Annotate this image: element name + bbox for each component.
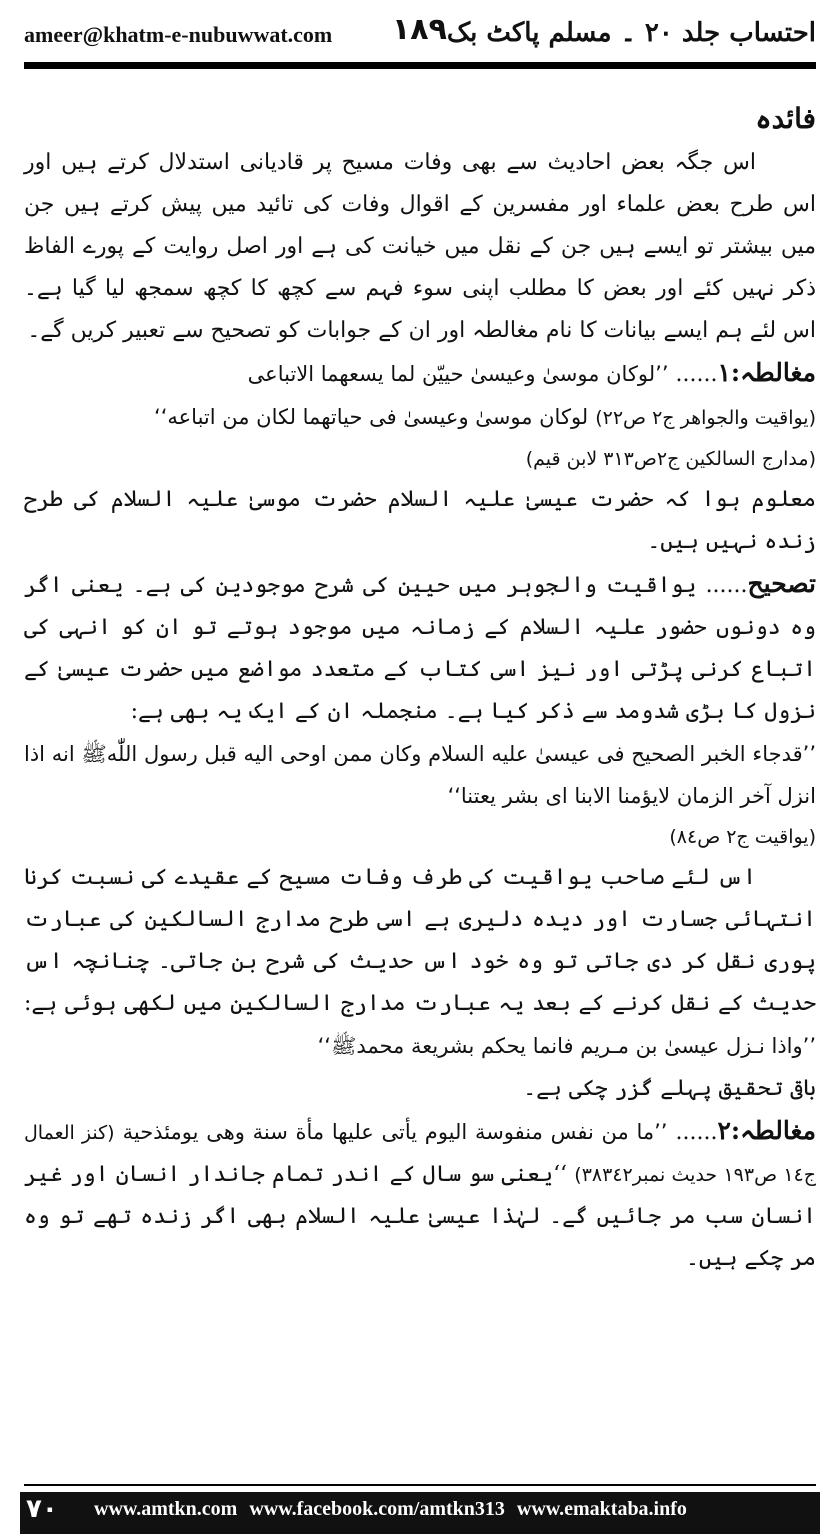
mughalata-1-claim: معلوم ہوا کہ حضرت عیسیٰ علیہ السلام حضرت موسیٰ علیہ السلام کی طرح زندہ نہیں ہیں۔ [24,487,816,554]
footer-links [94,1498,812,1521]
mughalata-1-ref2: (مدارج السالکین ج۲ص۳۱۳ لابن قیم) [525,448,816,470]
footer-rule [24,1484,816,1486]
quote-khabar: ’’قدجاء الخبر الصحیح فی عیسیٰ علیه السلام وکان ممن اوحی الیه قبل رسول اللّٰهﷺ انه اذا انزل آخر الزمان لایؤمنا الابنا ای بشر یعتنا‘‘ [24,742,816,808]
mughalata-1 [24,352,816,396]
tasheeh-1-dots: ...... [705,573,748,598]
mughalata-2-text: ‘‘یعنی سو سال کے اندر تمام جاندار انسان اور غیر انسان سب مر جائیں گے۔ لہٰذا عیسیٰ علیہ السلام بھی اگر زندہ تھے تو وہ مر چکے ہیں۔ [24,1162,816,1271]
mughalata-1-quote: ’’لوکان موسیٰ وعیسیٰ حییّن لما یسعهما الاتباعی [247,362,669,386]
mughalata-1-label: مغالطہ:۱ [717,358,816,387]
mughalata-2 [24,1110,816,1280]
paragraph-yawaqit-end: باقی تحقیق پہلے گزر چکی ہے۔ [523,1076,816,1101]
paragraph-yawaqit-quote: ’’واذا نـزل عیسیٰ بن مـریم فانما یحکم بشریعة محمدﷺ‘‘ [317,1034,816,1058]
page-footer [20,1492,820,1534]
footer-link-amtkn[interactable]: www.amtkn.com [94,1498,238,1520]
tasheeh-1 [24,563,816,733]
paragraph-intro: اس جگہ بعض احادیث سے بھی وفات مسیح پر قادیانی استدلال کرتے ہیں اور اس طرح بعض علماء اور مفسرین کے اقوال وفات کی تائید میں پیش کرتے ہیں جن میں بیشتر تو ایسے ہیں جن کے نقل میں خیانت کی ہے اور اصل روایت کے پورے الفاظ ذکر نہیں کئے اور بعض کا مطلب اپنی سوء فہم سے کچھ کا کچھ سمجھ لیا گیا ہے۔ اس لئے ہم ایسے بیانات کا نام مغالطہ اور ان کے جوابات کو تصحیح سے تعبیر کریں گے۔ [24,150,816,343]
footer-link-emaktaba[interactable]: www.emaktaba.info [516,1498,687,1520]
footer-link-facebook[interactable]: www.facebook.com/amtkn313 [249,1498,505,1520]
mughalata-1-ref1: (یواقیت والجواهر ج۲ ص۲۲) [595,407,816,429]
mughalata-2-label: مغالطہ:۲ [717,1116,816,1145]
tasheeh-1-text: یواقیت والجوہر میں حیین کی شرح موجودین کی ہے۔ یعنی اگر وہ دونوں حضور علیہ السلام کے زمانہ میں موجود ہوتے تو ان کو انہی کی اتباع کرنی پڑتی اور نیز اسی کتاب کے متعدد مواضع میں حضرت عیسیٰ کے نزول کا بڑی شدومد سے ذکر کیا ہے۔ منجملہ ان کے ایک یہ بھی ہے: [24,573,816,724]
paragraph-yawaqit-text: اس لئے صاحب یواقیت کی طرف وفات مسیح کے عقیدے کی نسبت کرنا انتہائی جسارت اور دیدہ دلیری ہے اسی طرح مدارج السالکین کی عبارت پوری نقل کر دی جاتی تو وہ خود اس حدیث کی شرح بن جاتی۔ چنانچہ اس حدیث کے نقل کرنے کے بعد یہ عبارت مدارج السالکین میں لکھی ہوئی ہے: [24,865,816,1016]
quote-khabar-ref: (یواقیت ج۲ ص۸٤) [669,826,816,848]
tasheeh-1-label: تصحیح [747,569,816,598]
footer-page-number: ۷۰ [26,1494,58,1524]
paragraph-yawaqit [24,857,816,1068]
mughalata-2-dots: ...... [675,1120,718,1145]
section-heading: فائدہ [755,102,816,135]
mughalata-1-dots: ...... [675,362,718,387]
header-page-number: ۱۸۹ [392,12,447,47]
header-email[interactable]: ameer@khatm-e-nubuwwat.com [24,22,333,47]
mughalata-1-line2 [24,396,816,439]
mughalata-2-quote: ’’ما من نفس منفوسة الیوم یأتی علیها مأة سنة وهی یومئذحیة [122,1120,668,1144]
mughalata-1-quote2: لوکان موسیٰ وعیسیٰ فی حیاتهما لکان من اتباعه‘‘ [154,405,589,429]
page-body [24,96,816,1280]
header-book-title: احتساب جلد ۲۰ ۔ مسلم پاکٹ بک [446,18,816,48]
page-header [24,12,816,56]
header-rule [24,62,816,69]
mughalata-2-ref: (کنز العمال ج١٤ ص١٩٣ حدیث نمبر٣٨٣٤٢) [24,1122,817,1186]
